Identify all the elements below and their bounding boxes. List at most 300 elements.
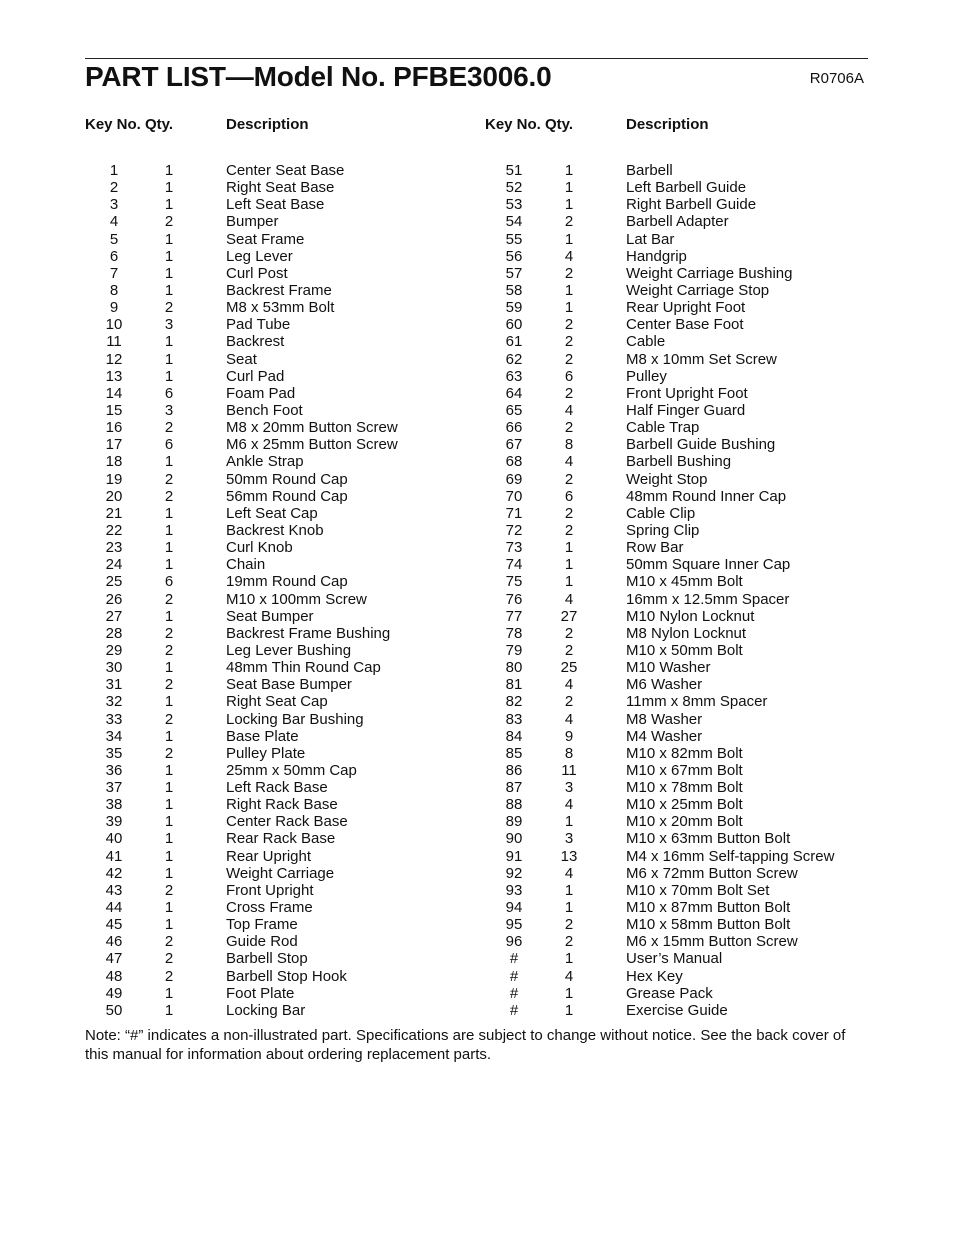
part-description: Top Frame [226, 916, 298, 934]
part-description: Chain [226, 556, 266, 574]
part-key-no: # [509, 950, 519, 968]
part-description: M8 x 53mm Bolt [226, 299, 335, 317]
part-key-no: 11 [106, 333, 122, 351]
part-key-no: # [509, 967, 519, 985]
part-qty: 13 [560, 847, 578, 865]
part-key-no: 41 [105, 847, 123, 865]
part-description: Hex Key [626, 967, 683, 985]
part-key-no: 47 [105, 950, 123, 968]
part-key-no: 42 [105, 864, 123, 882]
part-description: M10 Nylon Locknut [626, 607, 755, 625]
part-qty: 1 [164, 539, 174, 557]
part-key-no: 15 [105, 401, 123, 419]
header-qty: Qty. [545, 116, 574, 133]
part-key-no: 82 [505, 693, 523, 711]
part-description: M4 x 16mm Self-tapping Screw [626, 847, 835, 865]
part-description: M10 x 82mm Bolt [626, 744, 743, 762]
part-qty: 1 [564, 1001, 574, 1019]
part-description: M10 x 58mm Button Bolt [626, 916, 791, 934]
part-description: M10 x 67mm Bolt [626, 761, 743, 779]
part-key-no: 34 [105, 727, 123, 745]
part-qty: 4 [564, 676, 574, 694]
part-description: Curl Post [226, 264, 288, 282]
part-key-no: 70 [505, 487, 523, 505]
footnote: Note: “#” indicates a non-illustrated part. Specifications are subject to change without notice. See the back cover of this manual for information about ordering replacement parts. [85, 1027, 846, 1063]
part-qty: 1 [164, 830, 174, 848]
part-qty: 1 [164, 607, 174, 625]
part-description: Seat Bumper [226, 607, 314, 625]
part-qty: 1 [164, 367, 174, 385]
part-description: Backrest [226, 333, 285, 351]
part-qty: 1 [164, 281, 174, 299]
part-key-no: 7 [109, 264, 119, 282]
part-description: M10 x 25mm Bolt [626, 796, 743, 814]
part-key-no: 77 [505, 607, 523, 625]
part-description: Center Base Foot [626, 316, 744, 334]
part-key-no: 66 [505, 419, 523, 437]
part-qty: 4 [564, 967, 574, 985]
part-qty: 1 [164, 813, 174, 831]
part-description: M10 x 50mm Bolt [626, 641, 743, 659]
part-description: 19mm Round Cap [226, 573, 348, 591]
part-key-no: 71 [505, 504, 523, 522]
part-key-no: 89 [505, 813, 523, 831]
part-key-no: 23 [105, 539, 123, 557]
part-qty: 2 [164, 744, 174, 762]
part-description: Cable Clip [626, 504, 696, 522]
part-description: M10 x 78mm Bolt [626, 779, 743, 797]
header-description: Description [626, 116, 709, 133]
part-qty: 1 [164, 247, 174, 265]
part-key-no: 59 [505, 299, 523, 317]
part-key-no: 12 [105, 350, 123, 368]
part-key-no: 6 [109, 247, 119, 265]
part-qty: 2 [564, 264, 574, 282]
part-description: M10 x 87mm Button Bolt [626, 899, 791, 917]
part-key-no: 54 [505, 213, 523, 231]
part-qty: 2 [564, 916, 574, 934]
part-qty: 4 [564, 401, 574, 419]
part-qty: 2 [564, 624, 574, 642]
part-qty: 1 [564, 899, 574, 917]
part-key-no: 9 [109, 299, 119, 317]
part-qty: 1 [564, 573, 574, 591]
part-qty: 6 [164, 384, 174, 402]
part-key-no: 64 [505, 384, 523, 402]
part-key-no: 91 [505, 847, 523, 865]
part-qty: 2 [564, 470, 574, 488]
part-description: Pulley Plate [226, 744, 306, 762]
part-key-no: 60 [505, 316, 523, 334]
part-key-no: 21 [105, 504, 123, 522]
part-key-no: 93 [505, 881, 523, 899]
part-description: Front Upright [226, 881, 314, 899]
part-description: Pad Tube [226, 316, 291, 334]
part-key-no: 20 [105, 487, 123, 505]
part-key-no: 86 [505, 761, 523, 779]
part-description: M10 Washer [626, 659, 711, 677]
part-description: Backrest Knob [226, 521, 324, 539]
part-key-no: 30 [105, 659, 123, 677]
part-description: Right Rack Base [226, 796, 338, 814]
part-key-no: 53 [505, 196, 523, 214]
part-key-no: 61 [505, 333, 523, 351]
part-qty: 2 [164, 933, 174, 951]
part-description: User’s Manual [626, 950, 723, 968]
part-key-no: 56 [505, 247, 523, 265]
part-qty: 1 [564, 556, 574, 574]
part-qty: 1 [564, 162, 574, 179]
part-qty: 1 [164, 196, 174, 214]
part-qty: 2 [564, 333, 574, 351]
part-key-no: 32 [105, 693, 123, 711]
part-qty: 1 [564, 539, 574, 557]
part-key-no: 14 [105, 384, 123, 402]
part-qty: 1 [164, 864, 174, 882]
part-description: M6 x 15mm Button Screw [626, 933, 798, 951]
part-qty: 1 [564, 196, 574, 214]
part-key-no: 40 [105, 830, 123, 848]
part-qty: 1 [164, 1001, 174, 1019]
part-key-no: 26 [105, 590, 123, 608]
part-qty: 1 [564, 950, 574, 968]
part-qty: 1 [164, 453, 174, 471]
part-key-no: 78 [505, 624, 523, 642]
part-description: 50mm Round Cap [226, 470, 348, 488]
part-description: Barbell Stop [226, 950, 308, 968]
part-qty: 3 [164, 401, 174, 419]
part-description: M10 x 63mm Button Bolt [626, 830, 791, 848]
part-key-no: # [509, 1001, 519, 1019]
part-description: Half Finger Guard [626, 401, 746, 419]
part-qty: 2 [164, 950, 174, 968]
part-description: M10 x 45mm Bolt [626, 573, 743, 591]
part-qty: 1 [164, 264, 174, 282]
part-qty: 3 [564, 779, 574, 797]
part-key-no: 73 [505, 539, 523, 557]
part-description: M4 Washer [626, 727, 703, 745]
header-key-no: Key No. [85, 116, 141, 133]
part-description: Curl Knob [226, 539, 293, 557]
part-key-no: 79 [505, 641, 523, 659]
part-qty: 2 [564, 504, 574, 522]
part-qty: 8 [564, 744, 574, 762]
part-qty: 1 [164, 779, 174, 797]
part-qty: 1 [164, 179, 174, 197]
part-description: Right Seat Cap [226, 693, 328, 711]
part-qty: 1 [164, 504, 174, 522]
part-qty: 1 [164, 230, 174, 248]
part-key-no: 84 [505, 727, 523, 745]
part-qty: 1 [164, 916, 174, 934]
part-key-no: 44 [105, 899, 123, 917]
part-description: M8 Washer [626, 710, 703, 728]
part-qty: 1 [164, 727, 174, 745]
part-qty: 3 [564, 830, 574, 848]
part-qty: 1 [564, 299, 574, 317]
part-key-no: 58 [505, 281, 523, 299]
part-key-no: 2 [109, 179, 119, 197]
part-description: M10 x 100mm Screw [226, 590, 367, 608]
part-description: Rear Rack Base [226, 830, 336, 848]
part-qty: 1 [564, 881, 574, 899]
part-qty: 4 [564, 453, 574, 471]
part-key-no: 62 [505, 350, 523, 368]
part-key-no: 87 [505, 779, 523, 797]
part-qty: 2 [564, 693, 574, 711]
header-key-no: Key No. [485, 116, 541, 133]
part-description: Cross Frame [226, 899, 313, 917]
part-description: Exercise Guide [626, 1001, 728, 1019]
part-key-no: 45 [105, 916, 123, 934]
part-key-no: 22 [105, 521, 123, 539]
part-qty: 1 [164, 659, 174, 677]
part-qty: 1 [164, 162, 174, 179]
part-key-no: 55 [505, 230, 523, 248]
part-key-no: 48 [105, 967, 123, 985]
part-description: M6 x 72mm Button Screw [626, 864, 798, 882]
part-qty: 9 [564, 727, 574, 745]
part-key-no: 80 [505, 659, 523, 677]
part-qty: 2 [564, 521, 574, 539]
part-key-no: 38 [105, 796, 123, 814]
part-description: Barbell Guide Bushing [626, 436, 776, 454]
part-description: Ankle Strap [226, 453, 304, 471]
part-key-no: 52 [505, 179, 523, 197]
part-key-no: 50 [105, 1001, 123, 1019]
part-description: Right Seat Base [226, 179, 335, 197]
part-qty: 2 [164, 213, 174, 231]
part-key-no: 67 [505, 436, 523, 454]
part-qty: 1 [564, 281, 574, 299]
part-key-no: 39 [105, 813, 123, 831]
part-qty: 25 [560, 659, 578, 677]
part-description: Seat [226, 350, 257, 368]
part-qty: 4 [564, 590, 574, 608]
part-qty: 1 [564, 984, 574, 1002]
part-description: Leg Lever [226, 247, 293, 265]
part-description: Weight Stop [626, 470, 708, 488]
part-key-no: 65 [505, 401, 523, 419]
part-description: Barbell Adapter [626, 213, 729, 231]
part-qty: 2 [564, 641, 574, 659]
part-key-no: 18 [105, 453, 123, 471]
part-qty: 6 [564, 487, 574, 505]
part-qty: 27 [560, 607, 578, 625]
part-description: M10 x 70mm Bolt Set [626, 881, 770, 899]
part-key-no: 43 [105, 881, 123, 899]
part-qty: 1 [164, 796, 174, 814]
part-qty: 1 [164, 761, 174, 779]
part-description: Curl Pad [226, 367, 285, 385]
part-key-no: 5 [109, 230, 119, 248]
part-description: Lat Bar [626, 230, 675, 248]
part-description: M6 x 25mm Button Screw [226, 436, 398, 454]
part-qty: 2 [564, 384, 574, 402]
part-description: Front Upright Foot [626, 384, 748, 402]
part-qty: 1 [164, 333, 174, 351]
part-description: M8 x 20mm Button Screw [226, 419, 398, 437]
part-description: Row Bar [626, 539, 684, 557]
part-qty: 1 [564, 230, 574, 248]
part-description: Backrest Frame [226, 281, 332, 299]
part-description: 56mm Round Cap [226, 487, 348, 505]
part-qty: 4 [564, 247, 574, 265]
part-key-no: 96 [505, 933, 523, 951]
part-key-no: 94 [505, 899, 523, 917]
part-description: 50mm Square Inner Cap [626, 556, 791, 574]
part-qty: 2 [564, 316, 574, 334]
part-key-no: 28 [105, 624, 123, 642]
part-description: Foot Plate [226, 984, 295, 1002]
part-key-no: 16 [105, 419, 123, 437]
part-key-no: 75 [505, 573, 523, 591]
part-qty: 1 [164, 521, 174, 539]
part-description: 48mm Thin Round Cap [226, 659, 381, 677]
part-qty: 2 [164, 487, 174, 505]
part-key-no: # [509, 984, 519, 1002]
part-description: Locking Bar Bushing [226, 710, 364, 728]
part-description: Barbell Stop Hook [226, 967, 347, 985]
page-title: PART LIST—Model No. PFBE3006.0 [85, 61, 552, 92]
part-description: Barbell [626, 162, 673, 179]
part-key-no: 31 [105, 676, 123, 694]
part-qty: 1 [164, 693, 174, 711]
part-qty: 4 [564, 710, 574, 728]
part-description: Weight Carriage Stop [626, 281, 770, 299]
part-qty: 11 [561, 761, 577, 779]
part-description: Foam Pad [226, 384, 296, 402]
part-qty: 6 [164, 573, 174, 591]
part-qty: 2 [564, 933, 574, 951]
part-description: Cable [626, 333, 666, 351]
part-key-no: 90 [505, 830, 523, 848]
part-qty: 4 [564, 796, 574, 814]
part-key-no: 37 [105, 779, 123, 797]
document-code: R0706A [809, 70, 864, 87]
part-key-no: 76 [505, 590, 523, 608]
part-qty: 2 [564, 350, 574, 368]
part-description: Center Rack Base [226, 813, 348, 831]
part-key-no: 74 [505, 556, 523, 574]
header-description: Description [226, 116, 309, 133]
part-key-no: 63 [505, 367, 523, 385]
part-key-no: 29 [105, 641, 123, 659]
part-key-no: 10 [105, 316, 123, 334]
part-description: Seat Base Bumper [226, 676, 352, 694]
part-key-no: 92 [505, 864, 523, 882]
part-description: M8 x 10mm Set Screw [626, 350, 777, 368]
part-qty: 2 [164, 470, 174, 488]
part-description: Handgrip [626, 247, 687, 265]
part-key-no: 25 [105, 573, 123, 591]
part-description: M8 Nylon Locknut [626, 624, 747, 642]
part-key-no: 72 [505, 521, 523, 539]
part-description: M10 x 20mm Bolt [626, 813, 743, 831]
part-key-no: 35 [105, 744, 123, 762]
part-description: 25mm x 50mm Cap [226, 761, 357, 779]
part-description: 16mm x 12.5mm Spacer [626, 590, 790, 608]
part-key-no: 57 [505, 264, 523, 282]
part-qty: 2 [164, 419, 174, 437]
part-qty: 8 [564, 436, 574, 454]
part-description: Center Seat Base [226, 162, 345, 179]
part-description: M6 Washer [626, 676, 703, 694]
part-description: Rear Upright Foot [626, 299, 746, 317]
part-qty: 2 [164, 967, 174, 985]
part-qty: 1 [164, 984, 174, 1002]
part-qty: 2 [164, 641, 174, 659]
part-key-no: 68 [505, 453, 523, 471]
part-description: Weight Carriage [226, 864, 335, 882]
part-qty: 6 [164, 436, 174, 454]
part-qty: 2 [164, 881, 174, 899]
part-qty: 3 [164, 316, 174, 334]
part-description: Bumper [226, 213, 279, 231]
part-key-no: 69 [505, 470, 523, 488]
part-key-no: 1 [109, 162, 119, 179]
part-qty: 1 [164, 556, 174, 574]
part-qty: 2 [164, 590, 174, 608]
part-key-no: 24 [105, 556, 123, 574]
part-key-no: 33 [105, 710, 123, 728]
part-description: Cable Trap [626, 419, 700, 437]
part-description: 11mm x 8mm Spacer [626, 693, 768, 711]
part-qty: 2 [164, 624, 174, 642]
part-description: Spring Clip [626, 521, 700, 539]
header-qty: Qty. [145, 116, 174, 133]
part-qty: 6 [564, 367, 574, 385]
part-key-no: 19 [105, 470, 123, 488]
part-description: Right Barbell Guide [626, 196, 757, 214]
part-description: Rear Upright [226, 847, 312, 865]
part-key-no: 46 [105, 933, 123, 951]
part-description: Pulley [626, 367, 667, 385]
part-qty: 2 [564, 213, 574, 231]
part-qty: 2 [164, 299, 174, 317]
part-key-no: 83 [505, 710, 523, 728]
part-qty: 1 [564, 813, 574, 831]
part-key-no: 88 [505, 796, 523, 814]
part-description: Leg Lever Bushing [226, 641, 352, 659]
part-key-no: 3 [109, 196, 119, 214]
part-key-no: 36 [105, 761, 123, 779]
part-description: Left Seat Cap [226, 504, 318, 522]
part-key-no: 8 [109, 281, 119, 299]
part-key-no: 4 [109, 213, 119, 231]
part-key-no: 27 [105, 607, 123, 625]
part-description: Backrest Frame Bushing [226, 624, 391, 642]
part-key-no: 17 [105, 436, 123, 454]
part-description: Left Rack Base [226, 779, 328, 797]
part-qty: 1 [164, 847, 174, 865]
part-description: Barbell Bushing [626, 453, 732, 471]
part-qty: 2 [164, 676, 174, 694]
part-key-no: 51 [505, 162, 523, 179]
part-key-no: 95 [505, 916, 523, 934]
part-description: Locking Bar [226, 1001, 306, 1019]
part-description: Left Barbell Guide [626, 179, 747, 197]
part-description: Base Plate [226, 727, 299, 745]
part-description: Grease Pack [626, 984, 713, 1002]
part-description: Left Seat Base [226, 196, 325, 214]
part-key-no: 49 [105, 984, 123, 1002]
part-key-no: 85 [505, 744, 523, 762]
part-description: 48mm Round Inner Cap [626, 487, 787, 505]
part-description: Seat Frame [226, 230, 305, 248]
part-description: Bench Foot [226, 401, 303, 419]
part-description: Weight Carriage Bushing [626, 264, 793, 282]
